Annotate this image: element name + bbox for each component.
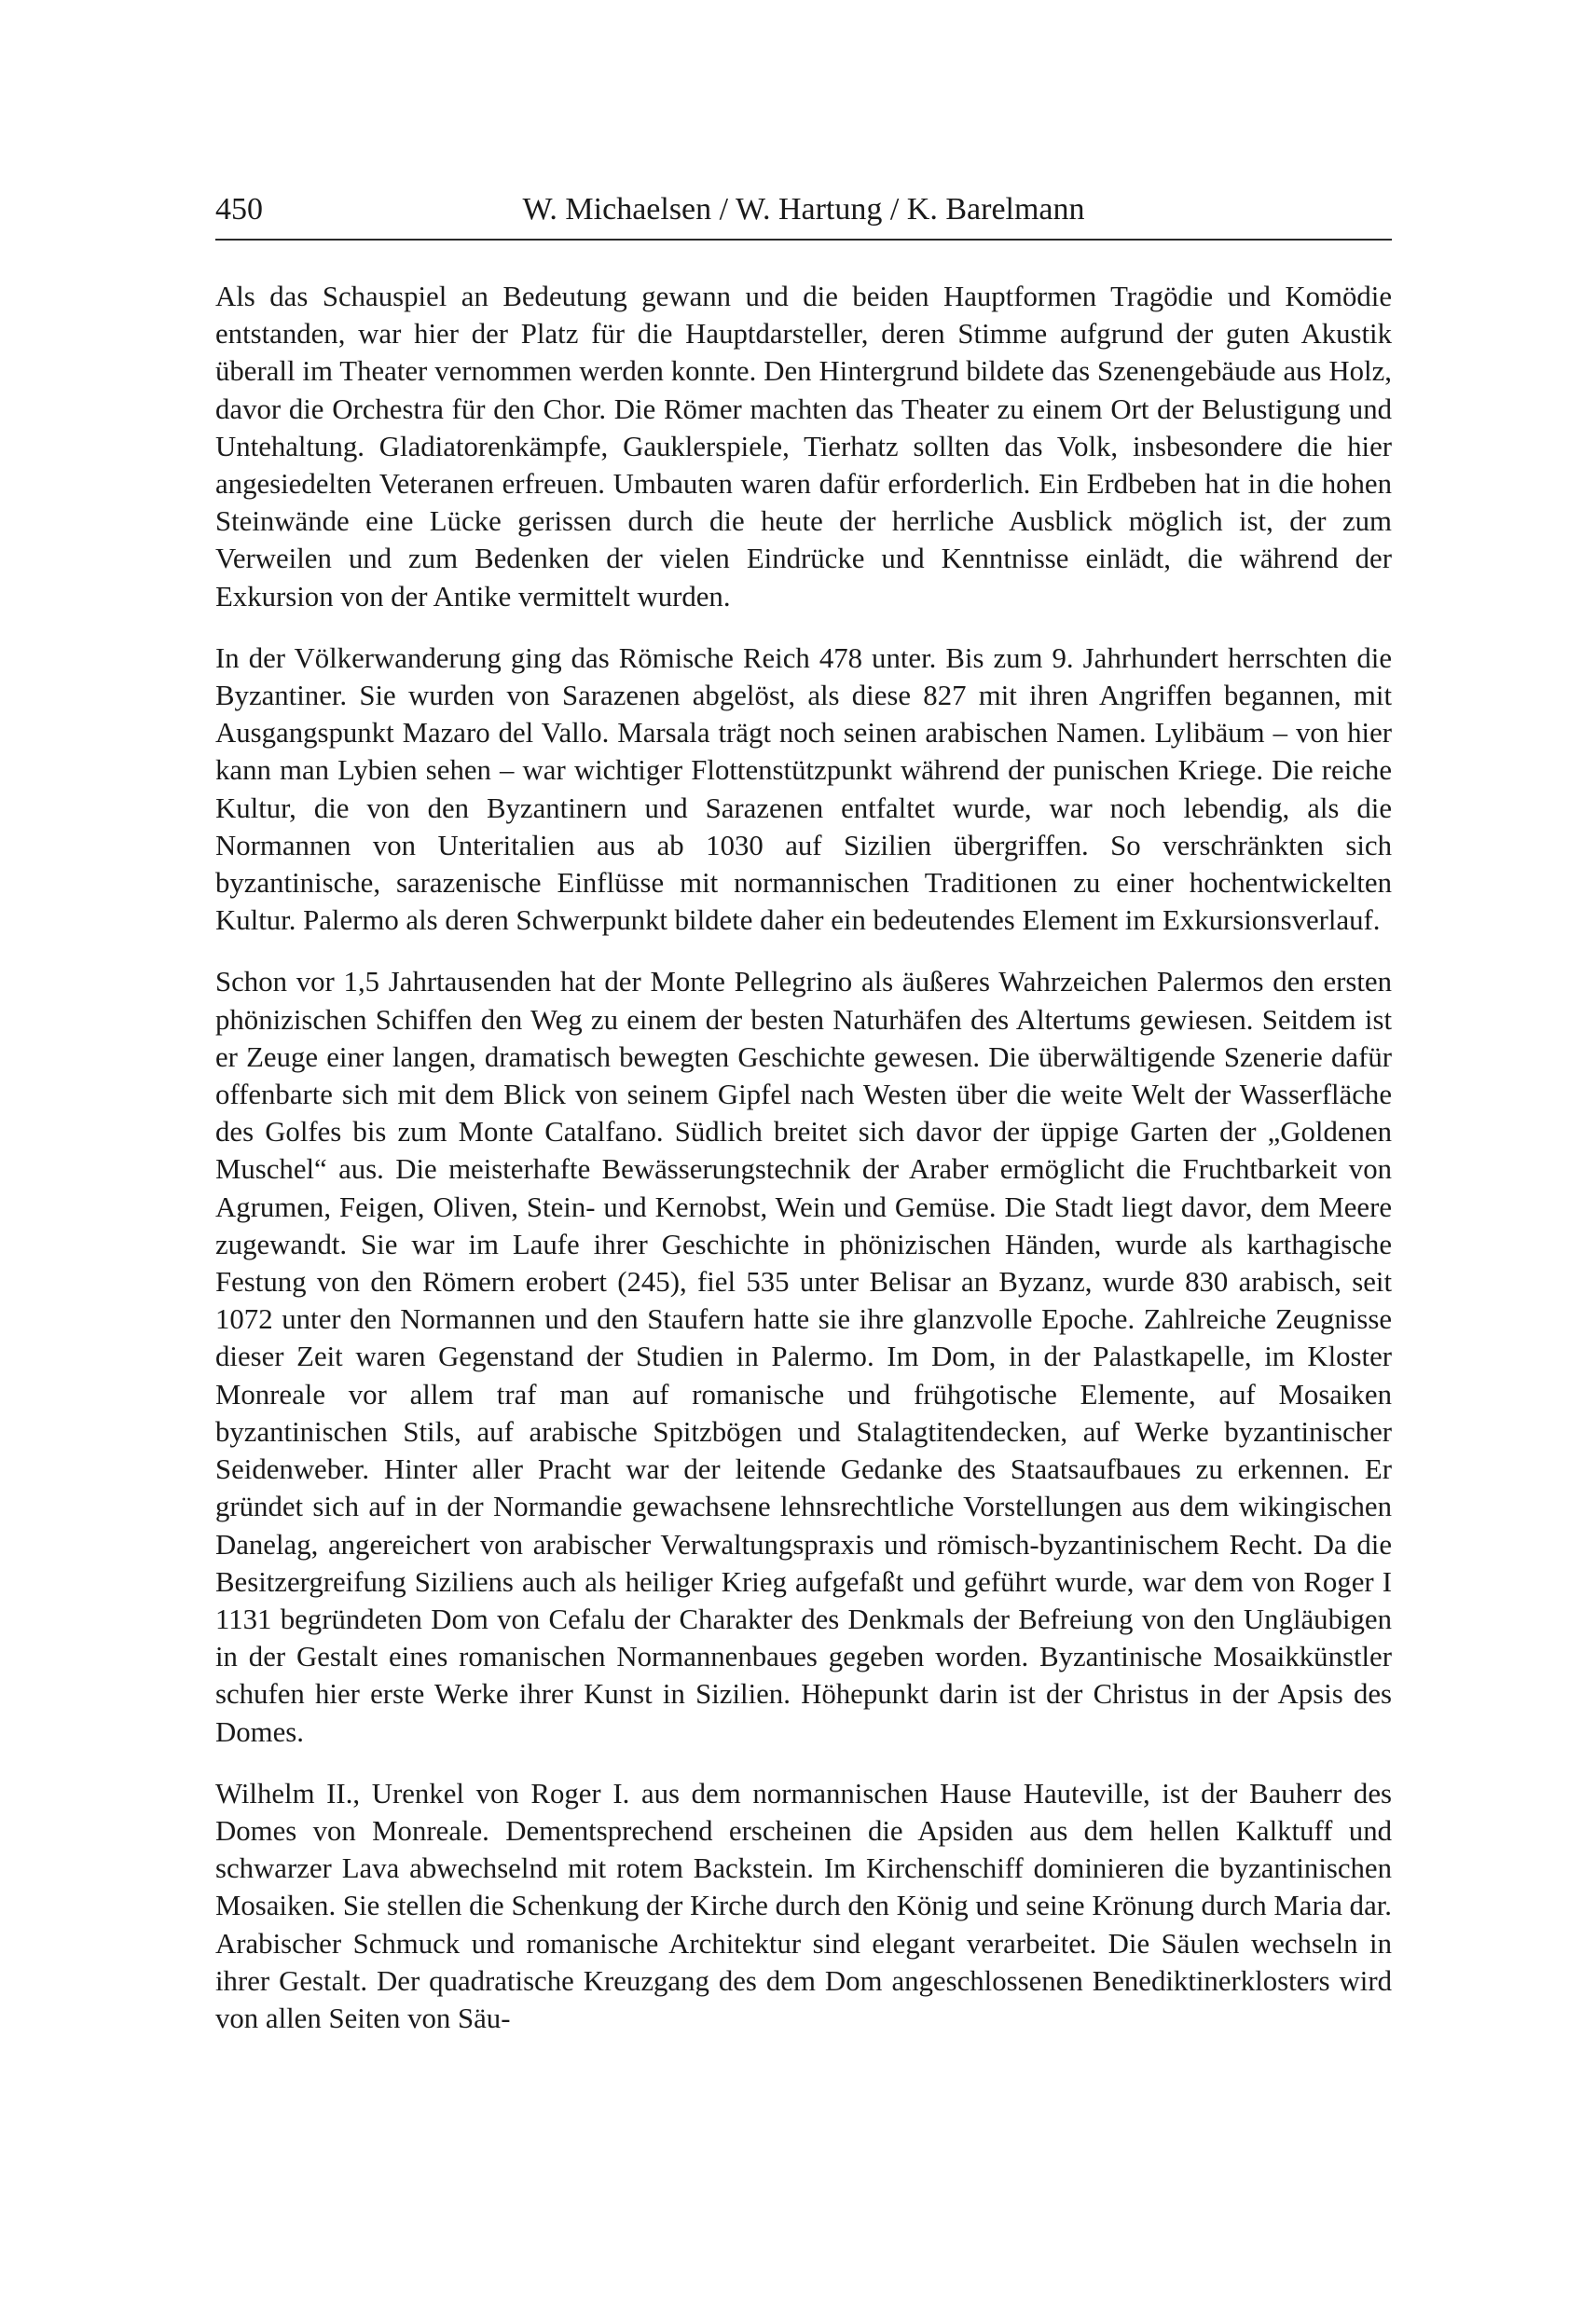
paragraph-3: Schon vor 1,5 Jahrtausenden hat der Monte Pellegrino als äußeres Wahrzeichen Palermos den ersten phönizischen Schiffen den Weg zu einem der besten Naturhäfen des Altertums gewiesen. Seitdem ist er Zeuge einer langen, dramatisch bewegten Geschichte gewesen. Die überwältigende Szenerie dafür offenbarte sich mit dem Blick von seinem Gipfel nach Westen über die weite Welt der Wasserfläche des Golfes bis zum Monte Catalfano. Südlich breitet sich davor der üppige Garten der „Goldenen Muschel“ aus. Die meisterhafte Bewässerungstechnik der Araber ermöglicht die Fruchtbarkeit von Agrumen, Feigen, Oliven, Stein- und Kernobst, Wein und Gemüse. Die Stadt liegt davor, dem Meere zugewandt. Sie war im Laufe ihrer Geschichte in phönizischen Händen, wurde als karthagische Festung von den Römern erobert (245), fiel 535 unter Belisar an Byzanz, wurde 830 arabisch, seit 1072 unter den Normannen und den Staufern hatte sie ihre glanzvolle Epoche. Zahlreiche Zeugnisse dieser Zeit waren Gegenstand der Studien in Palermo. Im Dom, in der Palastkapelle, im Kloster Monreale vor allem traf man auf romanische und frühgotische Elemente, auf Mosaiken byzantinischen Stils, auf arabische Spitzbögen und Stalagtitendecken, auf Werke byzantinischer Seidenweber. Hinter aller Pracht war der leitende Gedanke des Staatsaufbaues zu erkennen. Er gründet sich auf in der Normandie gewachsene lehnsrechtliche Vorstellungen aus dem wikingischen Danelag, angereichert von arabischer Verwaltungspraxis und römisch-byzantinischem Recht. Da die Besitzergreifung Siziliens auch als heiliger Krieg aufgefaßt und geführt wurde, war dem von Roger I 1131 begründeten Dom von Cefalu der Charakter des Denkmals der Befreiung von den Ungläubigen in der Gestalt eines romanischen Normannenbaues gegeben worden. Byzantinische Mosaikkünstler schufen hier erste Werke ihrer Kunst in Sizilien. Höhepunkt darin ist der Christus in der Apsis des Domes. [215,966,1392,1748]
paragraph-2: In der Völkerwanderung ging das Römische Reich 478 unter. Bis zum 9. Jahrhundert herrschten die Byzantiner. Sie wurden von Sarazenen abgelöst, als diese 827 mit ihren Angriffen begannen, mit Ausgangspunkt Mazaro del Vallo. Marsala trägt noch seinen arabischen Namen. Lylibäum – von hier kann man Lybien sehen – war wichtiger Flottenstützpunkt während der punischen Kriege. Die reiche Kultur, die von den Byzantinern und Sarazenen entfaltet wurde, war noch lebendig, als die Normannen von Unteritalien aus ab 1030 auf Sizilien übergriffen. So verschränkten sich byzantinische, sarazenische Einflüsse mit normannischen Traditionen zu einer hochentwickelten Kultur. Palermo als deren Schwerpunkt bildete daher ein bedeutendes Element im Exkursionsverlauf. [215,641,1392,937]
paragraph-1: Als das Schauspiel an Bedeutung gewann und die beiden Hauptformen Tragödie und Komödie entstanden, war hier der Platz für die Hauptdarsteller, deren Stimme aufgrund der guten Akustik überall im Theater vernommen werden konnte. Den Hintergrund bildete das Szenengebäude aus Holz, davor die Orchestra für den Chor. Die Römer machten das Theater zu einem Ort der Belustigung und Untehaltung. Gladiatorenkämpfe, Gauklerspiele, Tierhatz sollten das Volk, insbesondere die hier angesiedelten Veteranen erfreuen. Umbauten waren dafür erforderlich. Ein Erdbeben hat in die hohen Steinwände eine Lücke gerissen durch die heute der herrliche Ausblick möglich ist, der zum Verweilen und zum Bedenken der vielen Eindrücke und Kenntnisse einlädt, die während der Exkursion von der Antike vermittelt wurden. [215,281,1392,612]
page-number: 450 [215,192,263,227]
document-page [215,186,1392,2061]
paragraph-4: Wilhelm II., Urenkel von Roger I. aus dem normannischen Hause Hauteville, ist der Bauherr des Domes von Monreale. Dementsprechend erscheinen die Apsiden aus dem hellen Kalktuff und schwarzer Lava abwechselnd mit rotem Backstein. Im Kirchenschiff dominieren die byzantinischen Mosaiken. Sie stellen die Schenkung der Kirche durch den König und seine Krönung durch Maria dar. Arabischer Schmuck und romanische Architektur sind elegant verarbeitet. Die Säulen wechseln in ihrer Gestalt. Der quadratische Kreuzgang des dem Dom angeschlossenen Benediktinerklosters wird von allen Seiten von Säu- [215,1777,1392,2034]
body-text [215,278,1392,2037]
running-header [215,186,1392,241]
running-title: W. Michaelsen / W. Hartung / K. Barelmann [522,192,1085,227]
